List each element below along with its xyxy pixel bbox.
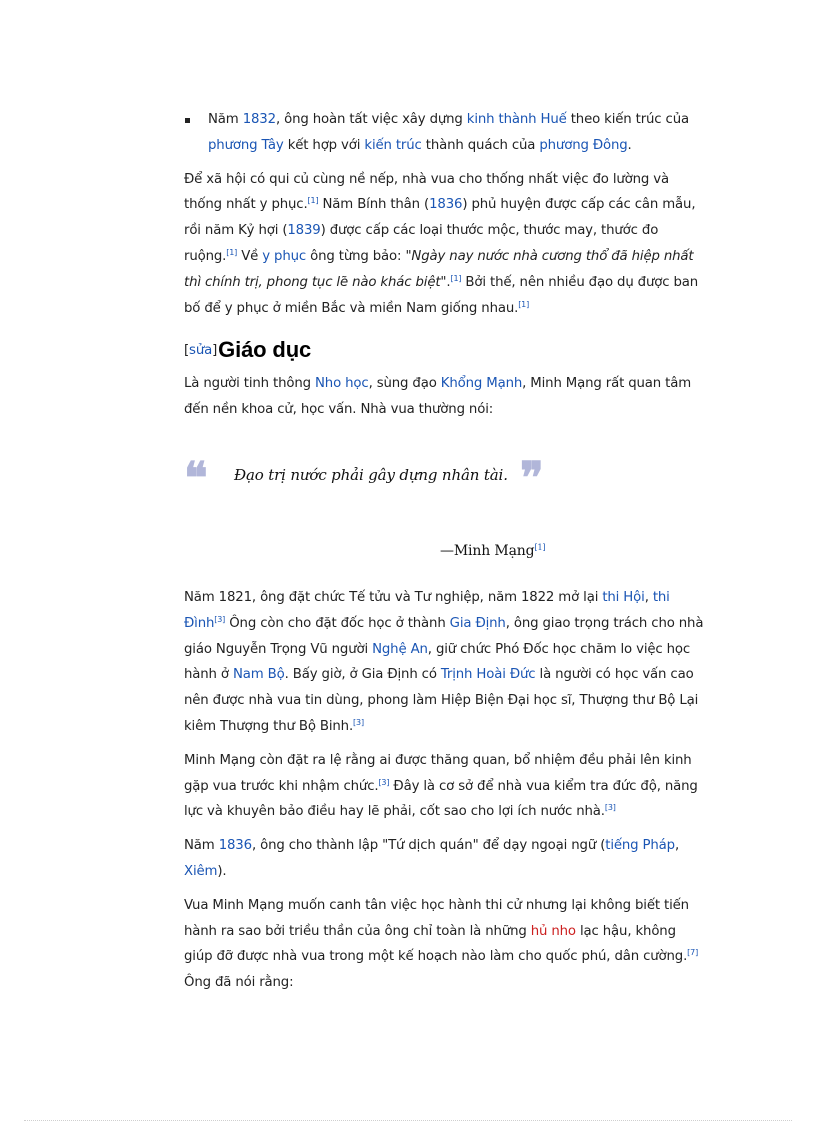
text: , giữ chức Phó Đốc học chăm lo việc học hành ở — [184, 641, 691, 683]
text: ". — [440, 274, 451, 290]
bracket: ] — [212, 342, 218, 358]
paragraph-intro — [184, 371, 704, 423]
link-gia-dinh[interactable]: Gia Định — [449, 615, 506, 631]
text: , ông cho thành lập "Tứ dịch quán" để dạy ngoại ngữ ( — [251, 838, 606, 854]
paragraph-exams — [184, 585, 704, 740]
edit-section — [184, 338, 217, 364]
text: Đây là cơ sở để nhà vua kiểm tra đức độ, năng lực và khuyên bảo điều hay lẽ phải, cốt sao cho lợi ích nước nhà. — [184, 778, 698, 820]
text: ông từng bảo: " — [306, 248, 412, 264]
link-kien-truc[interactable]: kiến trúc — [364, 137, 422, 153]
inline-quote: Ngày nay nước nhà cương thổ đã hiệp nhất thì chính trị, phong tục lẽ nào khác biệt — [184, 248, 694, 290]
text: theo kiến trúc của — [566, 112, 689, 127]
close-quote-icon: ❞ — [520, 452, 544, 504]
bracket: [ — [184, 342, 190, 358]
text: , ông hoàn tất việc xây dựng — [275, 112, 467, 127]
text: Minh Mạng còn đặt ra lệ rằng ai được thăng quan, bổ nhiệm đều phải lên kinh gặp vua trước khi nhậm chức. — [184, 752, 692, 794]
link-y-phuc[interactable]: y phục — [262, 248, 307, 264]
text: Bởi thế, nên nhiều đạo dụ được ban bố để y phục ở miền Bắc và miền Nam giống nhau. — [184, 274, 699, 316]
reference-link[interactable]: [1] — [534, 542, 546, 552]
text: , sùng đạo — [368, 376, 441, 392]
text: thành quách của — [421, 137, 540, 153]
text: . — [627, 137, 632, 153]
paragraph-standardization — [184, 167, 704, 322]
text: ) phủ huyện được cấp các cân mẫu, rồi năm Kỷ hợi ( — [184, 197, 696, 239]
text: , — [644, 589, 653, 605]
open-quote-icon: ❝ — [184, 452, 208, 504]
reference-link[interactable]: [3] — [214, 614, 226, 624]
link-nho-hoc[interactable]: Nho học — [315, 376, 369, 392]
text: Ông đã nói rằng: — [184, 975, 294, 991]
list-item — [208, 107, 704, 159]
link-thi-dinh[interactable]: thi Đình — [184, 589, 670, 631]
paragraph-appointments — [184, 748, 704, 825]
blockquote — [184, 431, 704, 585]
reference-link[interactable]: [1] — [450, 273, 462, 283]
text: lạc hậu, không giúp đỡ được nhà vua trong một kế hoạch nào làm cho quốc phú, dân cường. — [184, 923, 688, 965]
link-1836[interactable]: 1836 — [218, 838, 252, 854]
text: ) được cấp các loại thước mộc, thước may, thước đo ruộng. — [184, 223, 659, 264]
article-body — [184, 107, 704, 1004]
text: Năm — [208, 112, 243, 127]
reference-link[interactable]: [3] — [353, 717, 364, 727]
quote-text: Đạo trị nước phải gây dựng nhân tài. — [234, 465, 508, 484]
link-1836[interactable]: 1836 — [429, 197, 463, 213]
page-divider — [24, 1120, 792, 1121]
text: kết hợp với — [283, 137, 365, 153]
link-thi-hoi[interactable]: thi Hội — [602, 589, 645, 605]
link-nghe-an[interactable]: Nghệ An — [372, 641, 428, 657]
link-khong-manh[interactable]: Khổng Mạnh — [440, 376, 523, 392]
attribution-text: —Minh Mạng — [440, 542, 535, 559]
paragraph-reform — [184, 893, 704, 996]
text: ). — [217, 863, 227, 879]
link-hu-nho[interactable]: hủ nho — [530, 923, 576, 939]
bullet-list — [184, 107, 704, 159]
link-1839[interactable]: 1839 — [287, 223, 321, 239]
text: , ông giao trọng trách cho nhà giáo Nguyễn Trọng Vũ người — [184, 615, 704, 657]
text: là người có học vấn cao nên được nhà vua tin dùng, phong làm Hiệp Biện Đại học sĩ, Thượng thư Bộ Lại kiêm Thượng thư Bộ Binh. — [184, 667, 699, 734]
text: Năm Bính thân ( — [318, 197, 430, 213]
quote-attribution — [440, 539, 545, 565]
link-phuong-tay[interactable]: phương Tây — [208, 137, 284, 153]
text: Năm — [184, 838, 219, 854]
link-kinh-thanh-hue[interactable]: kinh thành Huế — [466, 112, 567, 127]
text: , — [674, 838, 680, 854]
text: . Bấy giờ, ở Gia Định có — [284, 667, 441, 683]
link-xiem[interactable]: Xiêm — [184, 863, 218, 879]
text: Để xã hội có qui củ cùng nề nếp, nhà vua cho thống nhất việc đo lường và thống nhất y phục. — [184, 171, 670, 213]
section-heading — [184, 329, 704, 363]
paragraph-languages — [184, 833, 704, 885]
section-title: Giáo dục — [218, 337, 312, 363]
text: Về — [237, 248, 263, 264]
link-trinh-hoai-duc[interactable]: Trịnh Hoài Đức — [440, 667, 536, 683]
text: Vua Minh Mạng muốn canh tân việc học hành thi cử nhưng lại không biết tiến hành ra sao bởi triều thần của ông chỉ toàn là những — [184, 897, 689, 939]
text: Năm 1821, ông đặt chức Tế tửu và Tư nghiệp, năm 1822 mở lại — [184, 589, 603, 605]
link-nam-bo[interactable]: Nam Bộ — [232, 667, 285, 683]
text: Ông còn cho đặt đốc học ở thành — [225, 615, 450, 631]
edit-section-link[interactable]: sửa — [189, 342, 213, 358]
reference-link[interactable]: [1] — [226, 247, 238, 257]
link-tieng-phap[interactable]: tiếng Pháp — [605, 838, 675, 854]
reference-link[interactable]: [1] — [518, 299, 530, 309]
link-phuong-dong[interactable]: phương Đông — [539, 137, 628, 153]
link-1832[interactable]: 1832 — [242, 112, 276, 127]
reference-link[interactable]: [1] — [307, 196, 319, 206]
reference-link[interactable]: [3] — [378, 777, 390, 787]
reference-link[interactable]: [7] — [687, 948, 699, 958]
reference-link[interactable]: [3] — [604, 803, 616, 813]
text: , Minh Mạng rất quan tâm đến nền khoa cử, học vấn. Nhà vua thường nói: — [184, 376, 691, 418]
text: Là người tinh thông — [184, 376, 315, 392]
